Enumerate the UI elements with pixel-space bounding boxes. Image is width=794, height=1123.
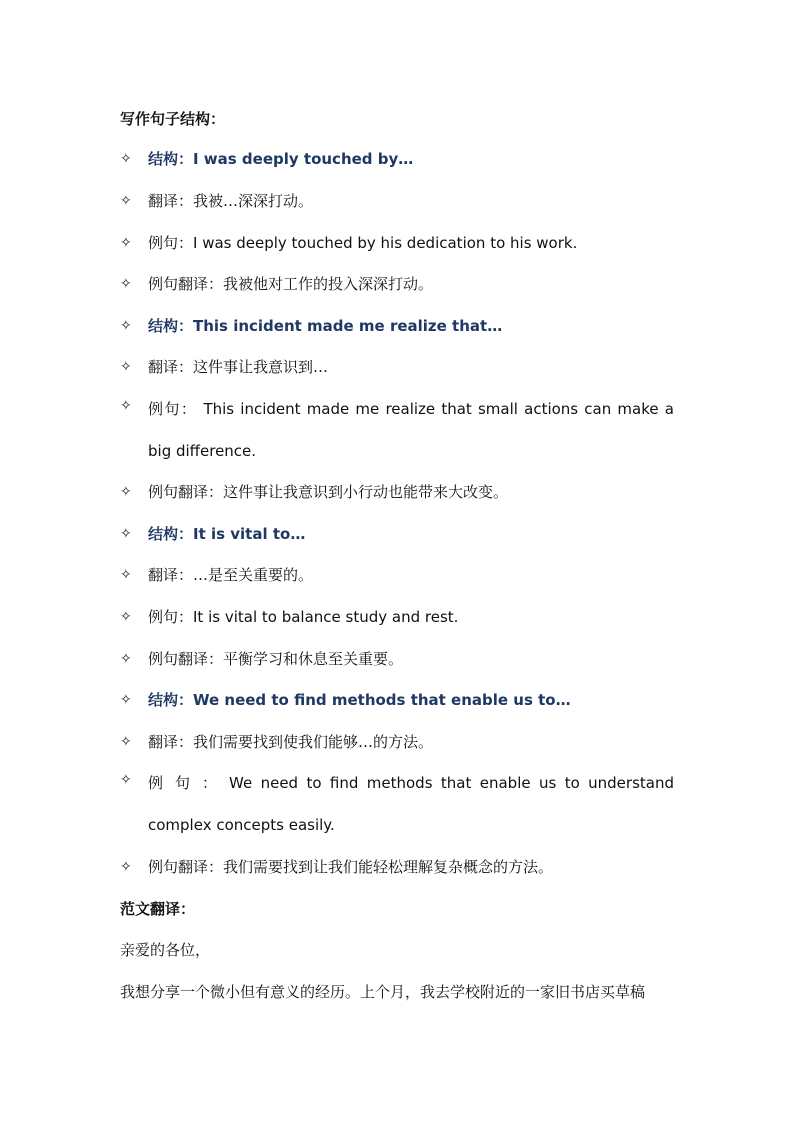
example-translation-text: 例句翻译：我被他对工作的投入深深打动。	[148, 275, 434, 293]
example-line-1: 例句： This incident made me realize that small actions can make a	[148, 400, 674, 418]
translation-text: 翻译：这件事让我意识到…	[148, 358, 329, 376]
list-item-structure	[120, 315, 674, 337]
diamond-bullet-icon: ✧	[120, 859, 132, 875]
structure-text: 结构：I was deeply touched by…	[148, 150, 414, 168]
diamond-bullet-icon: ✧	[120, 609, 132, 625]
translation-text: 翻译：…是至关重要的。	[148, 566, 314, 584]
diamond-bullet-icon: ✧	[120, 734, 132, 750]
list-item-example	[120, 762, 674, 846]
list-item-example	[120, 232, 674, 254]
diamond-bullet-icon: ✧	[120, 526, 132, 542]
diamond-bullet-icon: ✧	[120, 151, 132, 167]
diamond-bullet-icon: ✧	[120, 276, 132, 292]
list-item-structure	[120, 523, 674, 545]
example-text: 例句：It is vital to balance study and rest.	[148, 608, 459, 626]
structure-text: 结构：It is vital to…	[148, 525, 306, 543]
example-translation-text: 例句翻译：这件事让我意识到小行动也能带来大改变。	[148, 483, 509, 501]
example-line-2: complex concepts easily.	[148, 816, 335, 834]
example-line-1: 例 句 ： We need to find methods that enable us to understand	[148, 774, 674, 792]
list-item-example-translation	[120, 481, 674, 503]
section-heading-translation: 范文翻译：	[120, 900, 196, 918]
example-translation-text: 例句翻译：我们需要找到让我们能轻松理解复杂概念的方法。	[148, 858, 554, 876]
list-item-example-translation	[120, 273, 674, 295]
structure-text: 结构：This incident made me realize that…	[148, 317, 503, 335]
translation-text: 翻译：我们需要找到使我们能够…的方法。	[148, 733, 434, 751]
example-translation-text: 例句翻译：平衡学习和休息至关重要。	[148, 650, 404, 668]
list-item-structure	[120, 148, 674, 170]
translation-paragraph-greeting: 亲爱的各位，	[120, 941, 211, 959]
diamond-bullet-icon: ✧	[120, 484, 132, 500]
list-item-translation	[120, 564, 674, 586]
example-text	[148, 388, 674, 472]
diamond-bullet-icon: ✧	[120, 359, 132, 375]
example-text	[148, 762, 674, 846]
example-line-2: big difference.	[148, 442, 257, 460]
list-item-example-translation	[120, 856, 674, 878]
diamond-bullet-icon: ✧	[120, 651, 132, 667]
diamond-bullet-icon: ✧	[120, 398, 132, 414]
diamond-bullet-icon: ✧	[120, 567, 132, 583]
list-item-translation	[120, 356, 674, 378]
list-item-translation	[120, 731, 674, 753]
list-item-example-translation	[120, 648, 674, 670]
translation-paragraph-body: 我想分享一个微小但有意义的经历。上个月，我去学校附近的一家旧书店买草稿	[120, 983, 646, 1001]
diamond-bullet-icon: ✧	[120, 235, 132, 251]
diamond-bullet-icon: ✧	[120, 193, 132, 209]
diamond-bullet-icon: ✧	[120, 772, 132, 788]
list-item-example	[120, 388, 674, 472]
diamond-bullet-icon: ✧	[120, 318, 132, 334]
example-text: 例句：I was deeply touched by his dedication to his work.	[148, 234, 578, 252]
translation-text: 翻译：我被…深深打动。	[148, 192, 314, 210]
list-item-translation	[120, 190, 674, 212]
section-heading-sentence-structure: 写作句子结构：	[120, 110, 226, 128]
list-item-structure	[120, 689, 674, 711]
structure-text: 结构：We need to find methods that enable us to…	[148, 691, 571, 709]
list-item-example	[120, 606, 674, 628]
diamond-bullet-icon: ✧	[120, 692, 132, 708]
